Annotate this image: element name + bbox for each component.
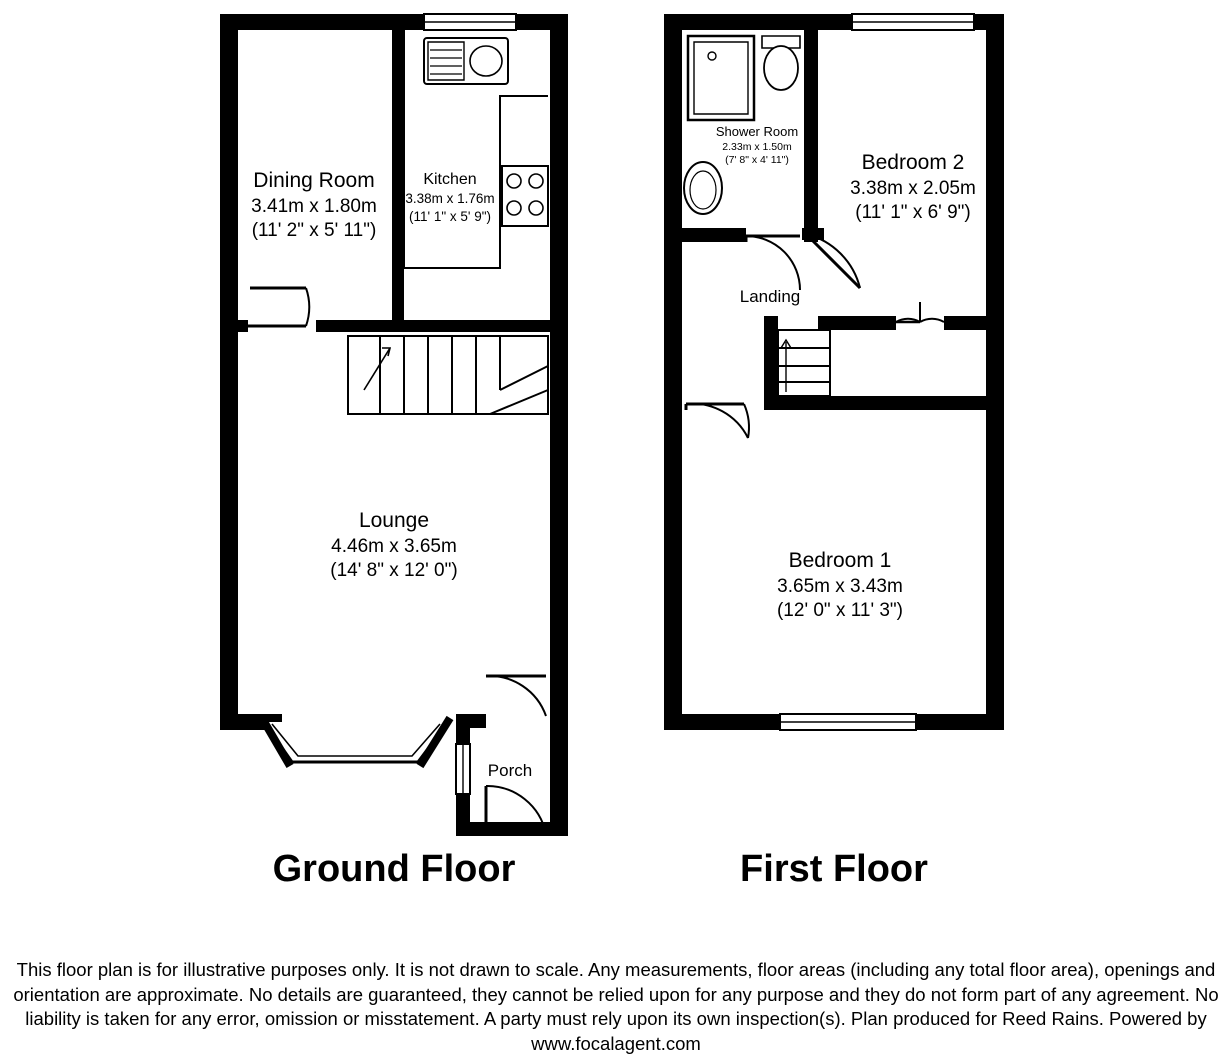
disclaimer-website: www.focalagent.com [531, 1032, 701, 1054]
door-bedroom2-lower [896, 302, 944, 322]
door-dining-lounge [248, 288, 309, 326]
first-floor-title: First Floor [740, 848, 928, 890]
room-label-bedroom-1: Bedroom 1 3.65m x 3.43m (12' 0" x 11' 3") [776, 549, 903, 622]
room-label-shower-room: Shower Room 2.33m x 1.50m (7' 8" x 4' 11") [715, 124, 799, 167]
door-lounge-porch [486, 676, 546, 716]
room-label-kitchen: Kitchen 3.38m x 1.76m (11' 1" x 5' 9") [405, 171, 495, 224]
staircase-ground [348, 336, 548, 414]
staircase-first [778, 330, 830, 396]
room-label-lounge: Lounge 4.46m x 3.65m (14' 8" x 12' 0") [330, 509, 458, 582]
window-porch [456, 744, 470, 794]
door-bedroom-2 [802, 228, 860, 288]
first-floor-plan [620, 0, 1232, 900]
door-porch-front [486, 786, 546, 834]
disclaimer-body: This floor plan is for illustrative purposes only. It is not drawn to scale. Any measurements, floor areas (including any total floor area), openings and orientation are approximate. No details are guaranteed, they cannot be relied upon for any purpose and they do not form part of any agreement. No liability is taken for any error, omission or misstatement. A party must rely upon its own inspection(s). Plan produced for Reed Rains. Powered by [13, 959, 1219, 1030]
window-kitchen-top [424, 14, 516, 30]
kitchen-sink [424, 38, 508, 84]
door-bedroom-1 [686, 404, 749, 440]
ground-floor-title: Ground Floor [272, 848, 516, 890]
room-label-bedroom-2: Bedroom 2 3.38m x 2.05m (11' 1" x 6' 9") [850, 151, 976, 224]
door-shower-room [746, 236, 800, 290]
door-dining-top-left [258, 12, 362, 22]
fixture-shower-tray [688, 36, 754, 120]
fixture-toilet [762, 36, 800, 90]
fixture-basin [684, 162, 722, 214]
ground-floor-plan [0, 0, 620, 900]
window-bedroom2-top [852, 14, 974, 30]
room-label-porch: Porch [487, 761, 533, 780]
room-label-dining-room: Dining Room 3.41m x 1.80m (11' 2" x 5' 11") [251, 169, 377, 242]
window-bedroom1-bottom [780, 714, 916, 730]
disclaimer-text [0, 958, 1232, 1056]
room-label-landing: Landing [739, 287, 801, 306]
